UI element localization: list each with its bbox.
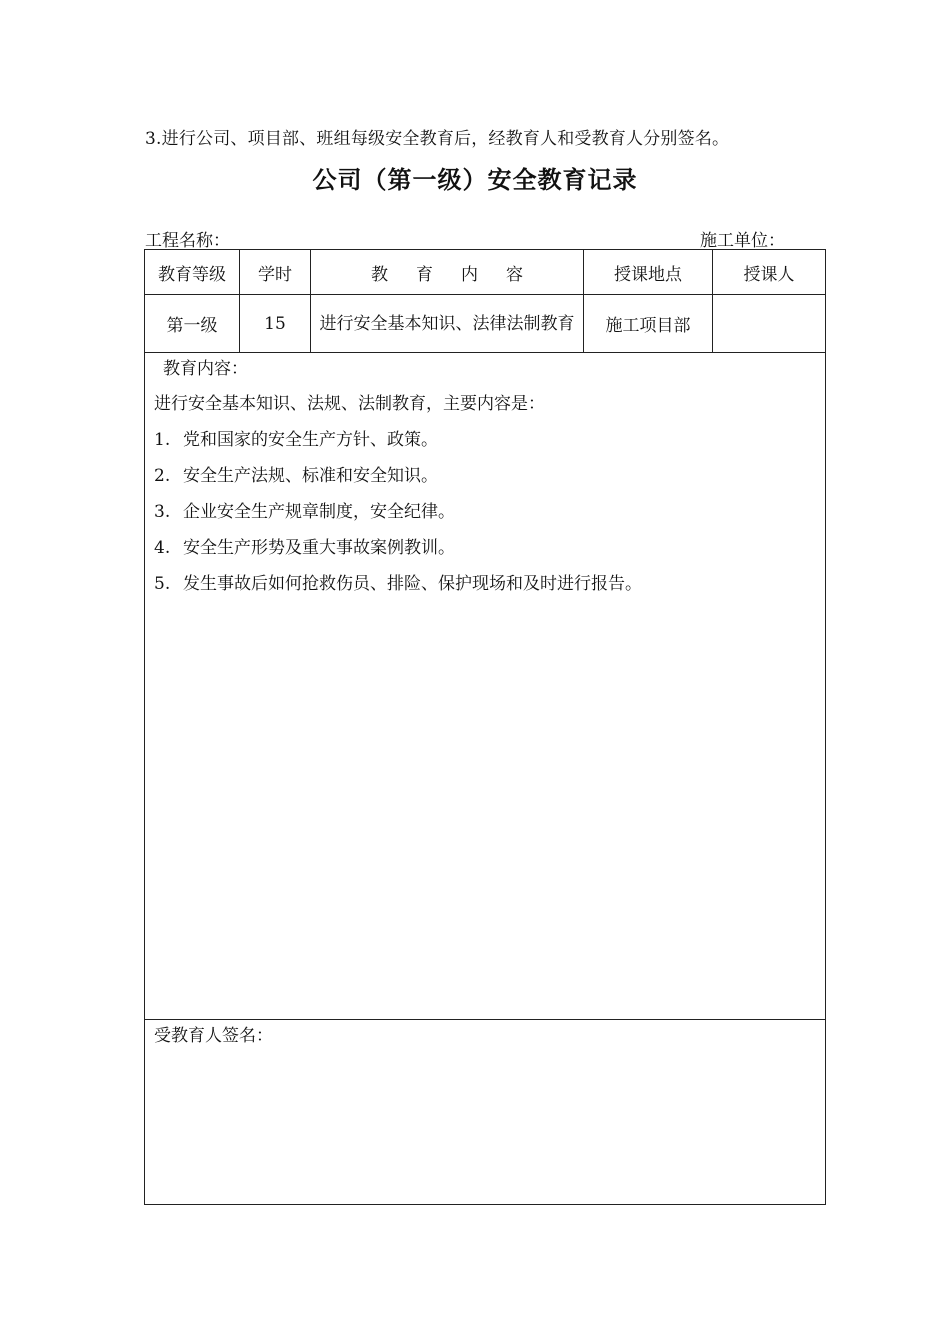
project-name-label: 工程名称： (145, 231, 230, 251)
list-item-text: 党和国家的安全生产方针、政策。 (183, 430, 438, 450)
list-item (154, 428, 817, 452)
header-level: 教育等级 (145, 250, 240, 295)
list-item-text: 安全生产法规、标准和安全知识。 (183, 466, 438, 486)
cell-location: 施工项目部 (584, 295, 713, 353)
education-content-cell (145, 353, 826, 1020)
signature-cell (145, 1020, 826, 1205)
header-content-char: 教 (371, 264, 388, 285)
header-hours: 学时 (240, 250, 311, 295)
list-item-number: 5. (154, 574, 171, 594)
list-item-number: 1. (154, 430, 171, 450)
education-content-intro: 进行安全基本知识、法规、法制教育，主要内容是： (154, 394, 545, 414)
education-record-table (144, 249, 826, 1205)
list-item-number: 2. (154, 466, 171, 486)
page-title: 公司（第一级）安全教育记录 (312, 166, 638, 194)
list-item-text: 发生事故后如何抢救伤员、排险、保护现场和及时进行报告。 (183, 574, 642, 594)
signature-row (145, 1020, 826, 1205)
header-content-char: 容 (506, 264, 523, 285)
cell-hours: 15 (240, 295, 311, 353)
education-content-label: 教育内容： (163, 359, 248, 379)
table-row (145, 295, 826, 353)
cell-content: 进行安全基本知识、法律法制教育 (311, 295, 584, 353)
cell-lecturer (713, 295, 826, 353)
header-content-char: 育 (416, 264, 433, 285)
list-item (154, 536, 817, 560)
cell-level: 第一级 (145, 295, 240, 353)
instruction-note: 3.进行公司、项目部、班组每级安全教育后，经教育人和受教育人分别签名。 (145, 129, 730, 149)
list-item-text: 企业安全生产规章制度，安全纪律。 (183, 502, 455, 522)
table-header-row (145, 250, 826, 295)
header-content (311, 250, 584, 295)
list-item (154, 572, 817, 596)
signature-label: 受教育人签名： (154, 1026, 273, 1046)
list-item-text: 安全生产形势及重大事故案例教训。 (183, 538, 455, 558)
content-row (145, 353, 826, 1020)
header-content-char: 内 (461, 264, 478, 285)
list-item (154, 464, 817, 488)
construction-unit-label: 施工单位： (700, 231, 785, 251)
list-item-number: 3. (154, 502, 171, 522)
header-location: 授课地点 (584, 250, 713, 295)
list-item (154, 500, 817, 524)
list-item-number: 4. (154, 538, 171, 558)
header-lecturer: 授课人 (713, 250, 826, 295)
education-content-list (154, 428, 817, 596)
